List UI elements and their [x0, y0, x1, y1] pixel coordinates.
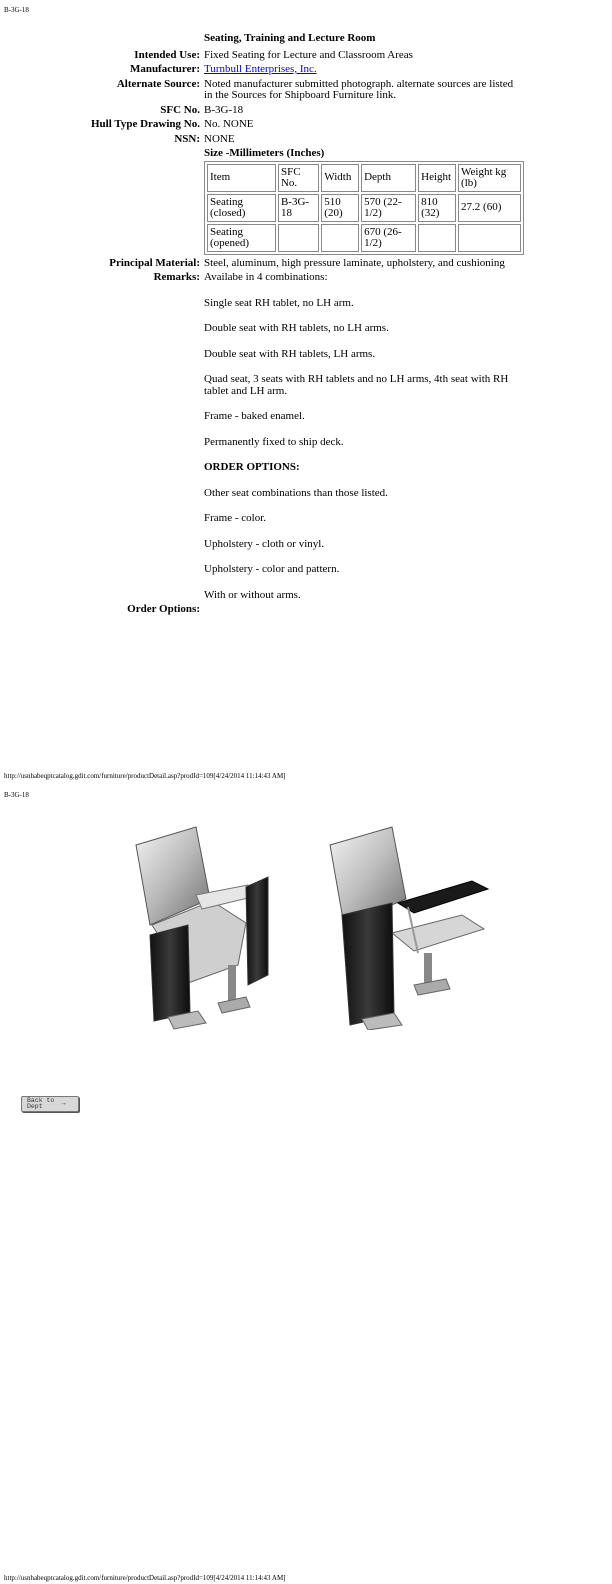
remark-item: Availabe in 4 combinations: — [204, 271, 328, 283]
table-cell: 27.2 (60) — [458, 194, 521, 222]
table-header-row — [207, 164, 521, 192]
table-header-cell: Depth — [361, 164, 416, 192]
table-cell: Seating (opened) — [207, 224, 276, 252]
order-option-item: Upholstery - color and pattern. — [204, 563, 340, 575]
remark-item: Permanently fixed to ship deck. — [204, 435, 344, 448]
order-option-item: With or without arms. — [204, 588, 301, 601]
back-to-dept-button[interactable] — [21, 1096, 79, 1112]
order-option-item: Upholstery - cloth or vinyl. — [204, 537, 325, 550]
size-table — [204, 161, 524, 255]
sfc-no-value: B-3G-18 — [204, 103, 244, 116]
table-cell — [278, 224, 319, 252]
manufacturer-label: Manufacturer: — [129, 63, 200, 75]
table-header-cell: Item — [207, 164, 276, 192]
table-cell — [418, 224, 456, 252]
nsn-value: NONE — [204, 132, 235, 145]
table-header-cell: Width — [321, 164, 359, 192]
product-title: Seating, Training and Lecture Room — [204, 32, 376, 44]
table-cell: 510 (20) — [321, 194, 359, 222]
size-heading: Size -Millimeters (Inches) — [204, 147, 325, 159]
remarks-list — [204, 272, 524, 601]
seat-opened-photo — [322, 825, 492, 1030]
hull-type-label: Hull Type Drawing No. — [91, 118, 200, 130]
hull-type-value: No. NONE — [204, 118, 254, 130]
table-cell: 570 (22-1/2) — [361, 194, 416, 222]
intended-use-label: Intended Use: — [134, 48, 200, 61]
principal-material-value: Steel, aluminum, high pressure laminate, upholstery, and cushioning — [204, 256, 505, 269]
order-options-heading: ORDER OPTIONS: — [204, 461, 300, 473]
page-footer-url: http://usnhabeqptcatalog.gdit.com/furniture/productDetail.asp?prodId=109[4/24/2014 11:14:43 AM] — [4, 772, 286, 780]
remark-item: Quad seat, 3 seats with RH tablets and no LH arms, 4th seat with RH tablet and LH arm. — [204, 373, 509, 397]
nsn-label: NSN: — [174, 132, 200, 145]
table-row — [207, 194, 521, 222]
alternate-source-value: Noted manufacturer submitted photograph. alternate sources are listed in the Sources for Shipboard Furniture link. — [204, 77, 514, 101]
table-cell — [458, 224, 521, 252]
table-cell: Seating (closed) — [207, 194, 276, 222]
principal-material-label: Principal Material: — [109, 256, 200, 269]
page-label: B-3G-18 — [4, 791, 29, 799]
table-header-cell: Height — [418, 164, 456, 192]
remark-item: Frame - baked enamel. — [204, 410, 305, 422]
order-option-item: Frame - color. — [204, 512, 267, 524]
table-header-cell: SFC No. — [278, 164, 319, 192]
arrow-right-icon: → — [61, 1100, 66, 1108]
product-detail — [0, 33, 612, 619]
page-footer-url: http://usnhabeqptcatalog.gdit.com/furniture/productDetail.asp?prodId=109[4/24/2014 11:14:43 AM] — [4, 1574, 286, 1582]
alternate-source-label: Alternate Source: — [116, 77, 200, 90]
back-button-label-line2: Dept — [27, 1103, 43, 1110]
seat-closed-photo — [128, 825, 278, 1030]
table-header-cell: Weight kg (lb) — [458, 164, 521, 192]
back-button-label-line1: Back to — [27, 1097, 55, 1104]
sfc-no-label: SFC No. — [160, 103, 200, 116]
intended-use-value: Fixed Seating for Lecture and Classroom Areas — [204, 48, 413, 61]
table-cell — [321, 224, 359, 252]
order-options-label: Order Options: — [127, 603, 200, 615]
table-row — [207, 224, 521, 252]
page-label: B-3G-18 — [4, 6, 29, 14]
table-cell: B-3G-18 — [278, 194, 319, 222]
remark-item: Single seat RH tablet, no LH arm. — [204, 296, 354, 309]
order-option-item: Other seat combinations than those listed. — [204, 486, 388, 499]
remark-item: Double seat with RH tablets, no LH arms. — [204, 322, 389, 334]
manufacturer-link[interactable]: Turnbull Enterprises, Inc. — [204, 63, 317, 75]
remarks-label: Remarks: — [153, 271, 200, 283]
remark-item: Double seat with RH tablets, LH arms. — [204, 347, 376, 360]
table-cell: 810 (32) — [418, 194, 456, 222]
table-cell: 670 (26-1/2) — [361, 224, 416, 252]
